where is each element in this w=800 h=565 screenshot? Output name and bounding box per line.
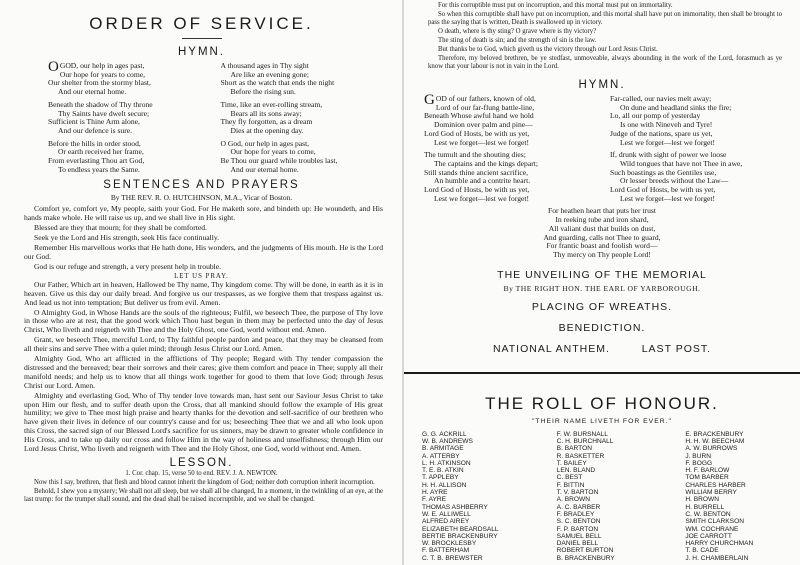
hymn-stanza (424, 92, 600, 147)
roll-name: H. BROWN (685, 496, 720, 504)
roll-name: J. BURN (685, 452, 711, 460)
hymn-line: The tumult and the shouting dies; (424, 150, 526, 160)
hymn-stanza (221, 140, 382, 175)
hymn-line: And guarding, calls not Thee to guard, (543, 232, 661, 242)
paragraph: Behold, I shew you a mystery; We shall not all sleep, but we shall all be changed, In a moment, in the twinkling of an eye, at the last trump: for the trumpet shall sound, and the dead shall be raised incorruptible, and we shall be changed. (24, 488, 383, 503)
hymn-line: Are like an evening gone; (230, 69, 309, 79)
right-page (404, 0, 800, 565)
paragraph: So when this corruptible shall have put on incorruption, and this mortal shall have put on immortality, then shall be brought to pass the saying that is written, Death is swallowed up in victory. (428, 11, 782, 26)
roll-name: H. H. W. BEECHAM (685, 437, 745, 445)
roll-title: THE ROLL OF HONOUR. (485, 393, 719, 413)
roll-name: C. T. B. BREWSTER (422, 554, 483, 562)
hymn-line: Our shelter from the stormy blast, (48, 78, 151, 88)
hymn-line: And our eternal home. (58, 87, 127, 97)
roll-name: SMITH CLARKSON (685, 518, 744, 526)
hymn-line: Lord God of Hosts, be with us yet, (610, 185, 716, 195)
roll-motto: "THEIR NAME LIVETH FOR EVER." (532, 417, 672, 425)
sentences-byline: By THE REV. R. O. HUTCHINSON, M.A., Vicar of Boston. (110, 193, 293, 203)
hymn-line: Our hope for years to come, (230, 147, 316, 157)
benediction-heading: BENEDICTION. (558, 321, 646, 334)
paragraph: Blessed are they that mourn; for they shall be comforted. (34, 223, 207, 233)
let-us-pray: LET US PRAY. (174, 272, 229, 280)
paragraph: Almighty God, Who art afflicted in the afflictions of Thy people; Regard with Thy tender compassion the distressed and the bereaved; bear their sorrows and their cares; give them comfort and peace in Thee; supply all their manifold needs; and help us to know that all things work together for good to them that love God; through Jesus Christ our Lord. Amen. (24, 354, 383, 390)
roll-column-1 (422, 431, 527, 562)
roll-names (422, 431, 790, 562)
hymn-line: They fly forgotten, as a dream (220, 117, 313, 127)
roll-name: A. ATTERBY (422, 452, 460, 460)
hymn-stanza (221, 62, 382, 97)
anthem-heading: NATIONAL ANTHEM. (492, 342, 610, 355)
hymn2-column-1 (424, 92, 600, 207)
wreaths-heading: PLACING OF WREATHS. (531, 300, 673, 313)
hymn-line: O God, our help in ages past, (220, 138, 310, 148)
paragraph: But thanks be to God, which giveth us the victory through our Lord Jesus Christ. (438, 46, 658, 53)
hymn-line: Is one with Nineveh and Tyre! (620, 120, 713, 130)
roll-name: JOE CARROTT (685, 532, 732, 540)
roll-name: WILLIAM BERRY (685, 489, 737, 497)
hymn-line: A thousand ages in Thy sight (220, 61, 309, 70)
hymn-line: Thy mercy on Thy people Lord! (553, 249, 651, 259)
roll-name: HARRY CHURCHMAN (685, 540, 754, 548)
hymn-line: GOD of our fathers, known of old, (424, 92, 536, 108)
hymn-line: Beneath the shadow of Thy throne (48, 99, 153, 109)
hymn1-column-2 (209, 62, 382, 178)
hymn-line: An humble and a contrite heart. (434, 176, 531, 186)
hymn1-column-1 (48, 59, 209, 178)
sentences-heading: SENTENCES AND PRAYERS (103, 179, 300, 192)
hymn-line: Lest we forget—lest we forget! (434, 193, 530, 203)
roll-name: H. F. BARLOW (685, 467, 730, 475)
hymn-line: Or lesser breeds without the Law— (620, 176, 729, 186)
roll-name: WM. COCHRANE (685, 525, 739, 533)
hymn-line: Still stands thine ancient sacrifice, (424, 167, 528, 177)
paragraph: Grant, we beseech Thee, merciful Lord, to Thy faithful people pardon and peace, that they may be cleansed from all their sins and serve Thee with a quiet mind; through Jesus Christ our Lord. Amen. (24, 335, 383, 354)
hymn1-heading: HYMN. (177, 46, 226, 58)
hymn-line: Bears all its sons away; (230, 108, 302, 118)
roll-top-rule (404, 372, 800, 374)
hymn-stanza (610, 95, 786, 147)
roll-name: B. ARMITAGE (422, 445, 464, 453)
roll-name: C. H. BURCHNALL (556, 437, 614, 445)
hymn-line: From everlasting Thou art God, (48, 156, 145, 166)
roll-name: H. BURRELL (685, 503, 725, 511)
unveiling-byline: By THE RIGHT HON. THE EARL OF YARBOROUGH. (503, 283, 701, 293)
hymn-line: To endless years the Same. (58, 164, 140, 174)
roll-name: J. H. CHAMBERLAIN (685, 554, 749, 562)
roll-name: F. AYRE (422, 496, 447, 504)
hymn-line: Wild tongues that have not Thee in awe, (620, 158, 743, 168)
roll-name: T. BAILEY (556, 459, 587, 467)
sentences-paragraphs (24, 205, 383, 271)
roll-name: LEN. BLAND (556, 467, 596, 475)
roll-name: CHARLES HARBER (685, 481, 746, 489)
hymn-line: And our eternal home. (230, 164, 299, 174)
roll-name: F. BOGG (685, 459, 713, 467)
roll-name: W. B. ANDREWS (422, 437, 473, 445)
hymn-line: Our hope for years to come, (59, 69, 146, 79)
hymn2-column-2 (600, 95, 786, 207)
hymn-line: Lest we forget—lest we forget! (620, 137, 716, 147)
roll-name: R. BASKETTER (556, 452, 605, 460)
roll-name: E. BRACKENBURY (685, 430, 744, 438)
hymn-line: Far-called, our navies melt away; (610, 94, 712, 103)
anthem-line (404, 343, 800, 355)
order-of-service-title: ORDER OF SERVICE. (89, 14, 314, 33)
hymn-stanza (610, 151, 786, 203)
hymn-stanza (424, 151, 600, 203)
paragraph: For this corruptible must put on incorruption, and this mortal must put on immortality. (438, 2, 673, 9)
paragraph: O Almighty God, in Whose Hands are the souls of the righteous; Fulfil, we beseech Thee, the purpose of Thy love in those who are at rest, that the good work which Thou hast begun in them may be perfected unto the day of Jesus Christ, Who liveth and reigneth with Thee and the Holy Ghost, one God, world without end. Amen. (24, 307, 383, 335)
hymn-line: Or earth received her frame, (58, 147, 144, 157)
roll-name: G. G. ACKRILL (422, 430, 467, 438)
roll-name: T. V. BARTON (556, 489, 599, 497)
roll-name: A. W. BURROWS (685, 445, 738, 453)
hymn-line: Lord God of Hosts, be with us yet, (424, 185, 530, 195)
roll-name: F. BRADLEY (556, 510, 595, 518)
roll-name: W. E. ALLIWELL (422, 510, 471, 518)
hymn-line: Sufficient is Thine Arm alone, (48, 117, 140, 127)
paragraph: Almighty and everlasting God, Who of Thy tender love towards man, hast sent our Saviour Jesus Christ to take upon Him our flesh, and to suffer death upon the Cross, that all mankind should follow the example of His great humility; we give to Thee most high praise and hearty thanks for the devotion and self-sacrifice of our brethren who have given their lives in defence of our country's cause and for us; beseeching Thee that we and all who look upon this Cross, the sacred sign of our Blessed Lord's sacrifice for us sinners, may be drawn to greater whole confidence in His Cross, and to take up daily our cross and follow Him in the way of holiness and unselfishness; through Him our Lord Jesus Christ, Who liveth and reigneth with Thee and the Holy Ghost, one God, world without end. Amen. (24, 390, 383, 454)
hymn2-columns (424, 92, 786, 207)
paragraph: The sting of death is sin; and the strength of sin is the law. (438, 37, 597, 44)
hymn-line: Thy Saints have dwelt secure; (58, 108, 150, 118)
paragraph: Now this I say, brethren, that flesh and blood cannot inherit the kingdom of God; neither doth corruption inherit incorruption. (34, 479, 375, 486)
hymn-stanza (48, 140, 209, 175)
roll-name: F. W. BURSNALL (556, 430, 608, 438)
paragraph: Therefore, my beloved brethren, be ye stedfast, unmoveable, always abounding in the work of the Lord, forasmuch as ye know that your labour is not in vain in the Lord. (428, 55, 782, 70)
roll-name: A. BROWN (556, 496, 591, 504)
roll-name: T. E. B. ATKIN (422, 467, 464, 475)
roll-name: C. W. BENTON (685, 510, 731, 518)
roll-name: S. C. BENTON (556, 518, 601, 526)
hymn1-columns (48, 59, 381, 178)
roll-name: F. P. BARTON (556, 525, 599, 533)
lesson-heading: LESSON. (169, 457, 234, 469)
roll-column-3 (661, 431, 790, 562)
roll-name: C. BEST (556, 474, 583, 482)
lesson-continued (428, 2, 782, 71)
roll-name: DANIEL BELL (556, 540, 599, 548)
hymn-line: For frantic boast and foolish word— (546, 241, 658, 251)
paragraph: God is our refuge and strength, a very present help in trouble. (34, 261, 222, 271)
hymn2-final-verse (404, 207, 800, 259)
paragraph: Comfort ye, comfort ye, My people, saith your God. For He maketh sore, and bindeth up: He woundeth, and His hands make whole. He will raise us up, and we shall live in His sight. (24, 204, 383, 223)
hymn-line: Such boastings as the Gentiles use, (610, 167, 717, 177)
roll-name: F. BATTERHAM (422, 547, 470, 555)
hymn-line: Lest we forget—lest we forget! (620, 193, 716, 203)
hymn-line: In reeking tube and iron shard, (555, 215, 649, 225)
hymn-line: The captains and the kings depart; (434, 158, 538, 168)
roll-name: W. BROCKLESBY (422, 540, 477, 548)
paragraph: Our Father, Which art in heaven, Hallowed be Thy name, Thy kingdom come. Thy will be done, in earth as it is in heaven. Give us this day our daily bread. And forgive us our trespasses, as we forgive them that trespass against us. And lead us not into temptation; But deliver us from evil. Amen. (24, 279, 383, 307)
roll-name: B. BARTON (556, 445, 592, 453)
hymn2-heading: HYMN. (578, 79, 626, 91)
hymn-line: Be Thou our guard while troubles last, (220, 156, 338, 166)
paragraph: O death, where is thy sting? O grave where is thy victory? (438, 28, 597, 35)
hymn-line: Judge of the nations, spare us yet, (610, 128, 713, 138)
hymn-stanza (48, 59, 209, 97)
hymn-line: Lo, all our pomp of yesterday (610, 111, 701, 121)
roll-name: ROBERT BURTON (556, 547, 614, 555)
roll-column-2 (527, 431, 662, 562)
hymn-line: All valiant dust that builds on dust, (548, 223, 656, 233)
roll-name: F. BITTIN (556, 481, 585, 489)
roll-name: SAMUEL BELL (556, 532, 602, 540)
paragraph: Seek ye the Lord and His strength, seek His face continually. (34, 233, 220, 243)
hymn-line: Dies at the opening day. (230, 125, 304, 135)
hymn-line: If, drunk with sight of power we loose (610, 150, 727, 160)
hymn-stanza (221, 101, 382, 136)
roll-name: TOM BARBER (685, 474, 729, 482)
hymn-line: Time, like an ever-rolling stream, (220, 99, 323, 109)
roll-name: BERTIE BRACKENBURY (422, 532, 498, 540)
hymn-line: Before the rising sun. (230, 87, 296, 97)
hymn-line: For heathen heart that puts her trust (548, 206, 656, 216)
hymn-line: And our defence is sure. (58, 125, 133, 135)
roll-name: H. H. ALLISON (422, 481, 467, 489)
roll-name: T. APPLEBY (422, 474, 459, 482)
hymn-stanza (48, 101, 209, 136)
lesson-reference: 1. Cor. chap. 15, verse 50 to end. REV. J. A. NEWTON. (125, 470, 278, 477)
roll-name: THOMAS ASHBERRY (422, 503, 488, 511)
hymn-line: Lest we forget—lest we forget! (434, 137, 530, 147)
paragraph: Remember His marvellous works that He hath done, His wonders, and the judgments of His mouth. He is the Lord our God. (24, 243, 383, 261)
hymn-line: Lord of our far-flung battle-line, (435, 102, 535, 112)
unveiling-heading: THE UNVEILING OF THE MEMORIAL (497, 268, 707, 281)
roll-name: ELIZABETH BEARDSALL (422, 525, 499, 533)
hymn-line: Before the hills in order stood, (48, 138, 141, 148)
roll-name: B. BRACKENBURY (556, 554, 615, 562)
roll-name: L. H. ATKINSON (422, 459, 471, 467)
roll-name: ALFRED AIREY (422, 518, 470, 526)
hymn-line: Short as the watch that ends the night (220, 78, 335, 88)
hymn-line: On dune and headland sinks the fire; (620, 102, 732, 112)
prayer-paragraphs (24, 281, 383, 454)
hymn-line: Lord God of Hosts, be with us yet, (424, 128, 530, 138)
title-rule (182, 38, 222, 39)
last-post-heading: LAST POST. (641, 342, 712, 355)
roll-name: T. B. CADE (685, 547, 719, 555)
roll-name: A. C. BARBER (556, 503, 601, 511)
hymn-line: OGOD, our help in ages past, (48, 59, 145, 75)
roll-name: H. AYRE (422, 489, 448, 497)
hymn-line: Beneath Whose awful hand we hold (424, 111, 534, 121)
hymn-line: Dominion over palm and pine— (434, 120, 533, 130)
lesson-paragraphs (24, 479, 383, 504)
